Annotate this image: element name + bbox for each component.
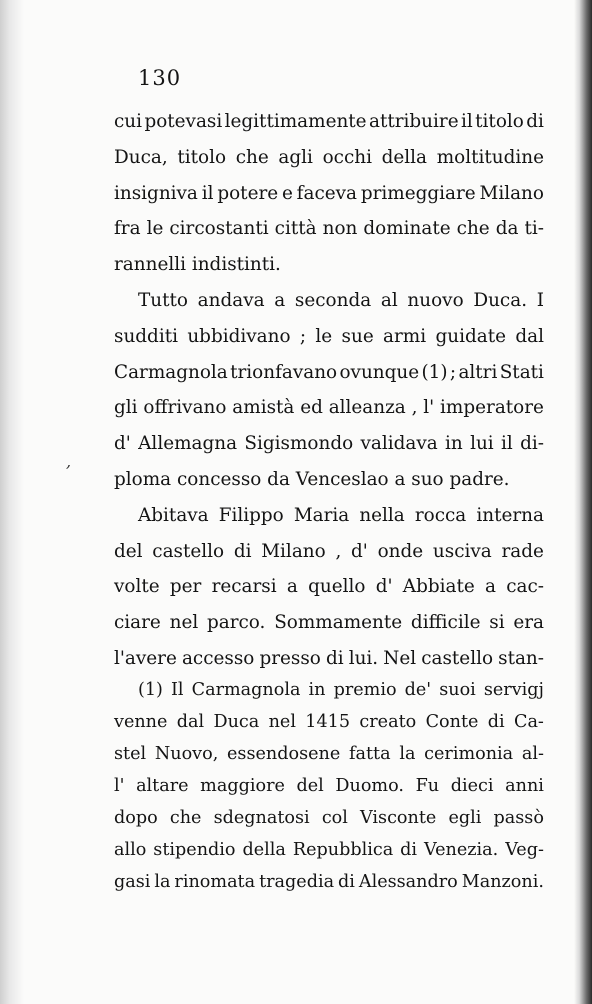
text-line: Tutto andava a seconda al nuovo Duca. I <box>138 289 544 311</box>
text-line: volte per recarsi a quello d' Abbiate a cac- <box>114 576 544 598</box>
page-number: 130 <box>138 66 182 90</box>
text-line: rannelli indistinti. <box>114 254 281 276</box>
footnote <box>114 674 544 898</box>
footnote-line: dopo che sdegnatosi col Visconte egli passò <box>114 808 544 828</box>
text-line: Abitava Filippo Maria nella rocca interna <box>138 504 544 526</box>
text-line: cui potevasi legittimamente attribuire il titolo di <box>114 111 544 132</box>
page-binding-shadow <box>0 0 24 1004</box>
text-line: l'avere accesso presso di lui. Nel castello stan- <box>114 647 544 669</box>
footnote-line: (1) Il Carmagnola in premio de' suoi servigj <box>138 680 544 700</box>
footnote-line: gasi la rinomata tragedia di Alessandro Manzoni. <box>114 872 544 892</box>
footnote-line: stel Nuovo, essendosene fatta la cerimonia al- <box>114 744 544 764</box>
main-text <box>114 104 544 677</box>
text-line: fra le circostanti città non dominate che da ti- <box>114 218 544 240</box>
text-line: ploma concesso da Venceslao a suo padre. <box>114 468 510 490</box>
footnote-line: l' altare maggiore del Duomo. Fu dieci anni <box>114 776 544 796</box>
text-line: del castello di Milano , d' onde usciva rade <box>114 540 544 562</box>
text-line: gli offrivano amistà ed alleanza , l' imperatore <box>114 397 544 419</box>
text-line: ciare nel parco. Sommamente difficile si era <box>114 612 544 634</box>
footnote-line: venne dal Duca nel 1415 creato Conte di Ca- <box>114 712 544 732</box>
text-line: Duca, titolo che agli occhi della moltitudine <box>114 146 544 168</box>
footnote-line: allo stipendio della Repubblica di Venezia. Veg- <box>114 840 544 860</box>
text-line: d' Allemagna Sigismondo validava in lui il di- <box>114 433 544 455</box>
margin-pencil-mark: , <box>66 452 72 471</box>
text-line: insigniva il potere e faceva primeggiare Milano <box>114 182 544 204</box>
page-edge-shadow <box>574 0 592 1004</box>
text-line: Carmagnola trionfavano ovunque (1) ; altri Stati <box>114 361 544 383</box>
text-line: sudditi ubbidivano ; le sue armi guidate dal <box>114 325 544 347</box>
